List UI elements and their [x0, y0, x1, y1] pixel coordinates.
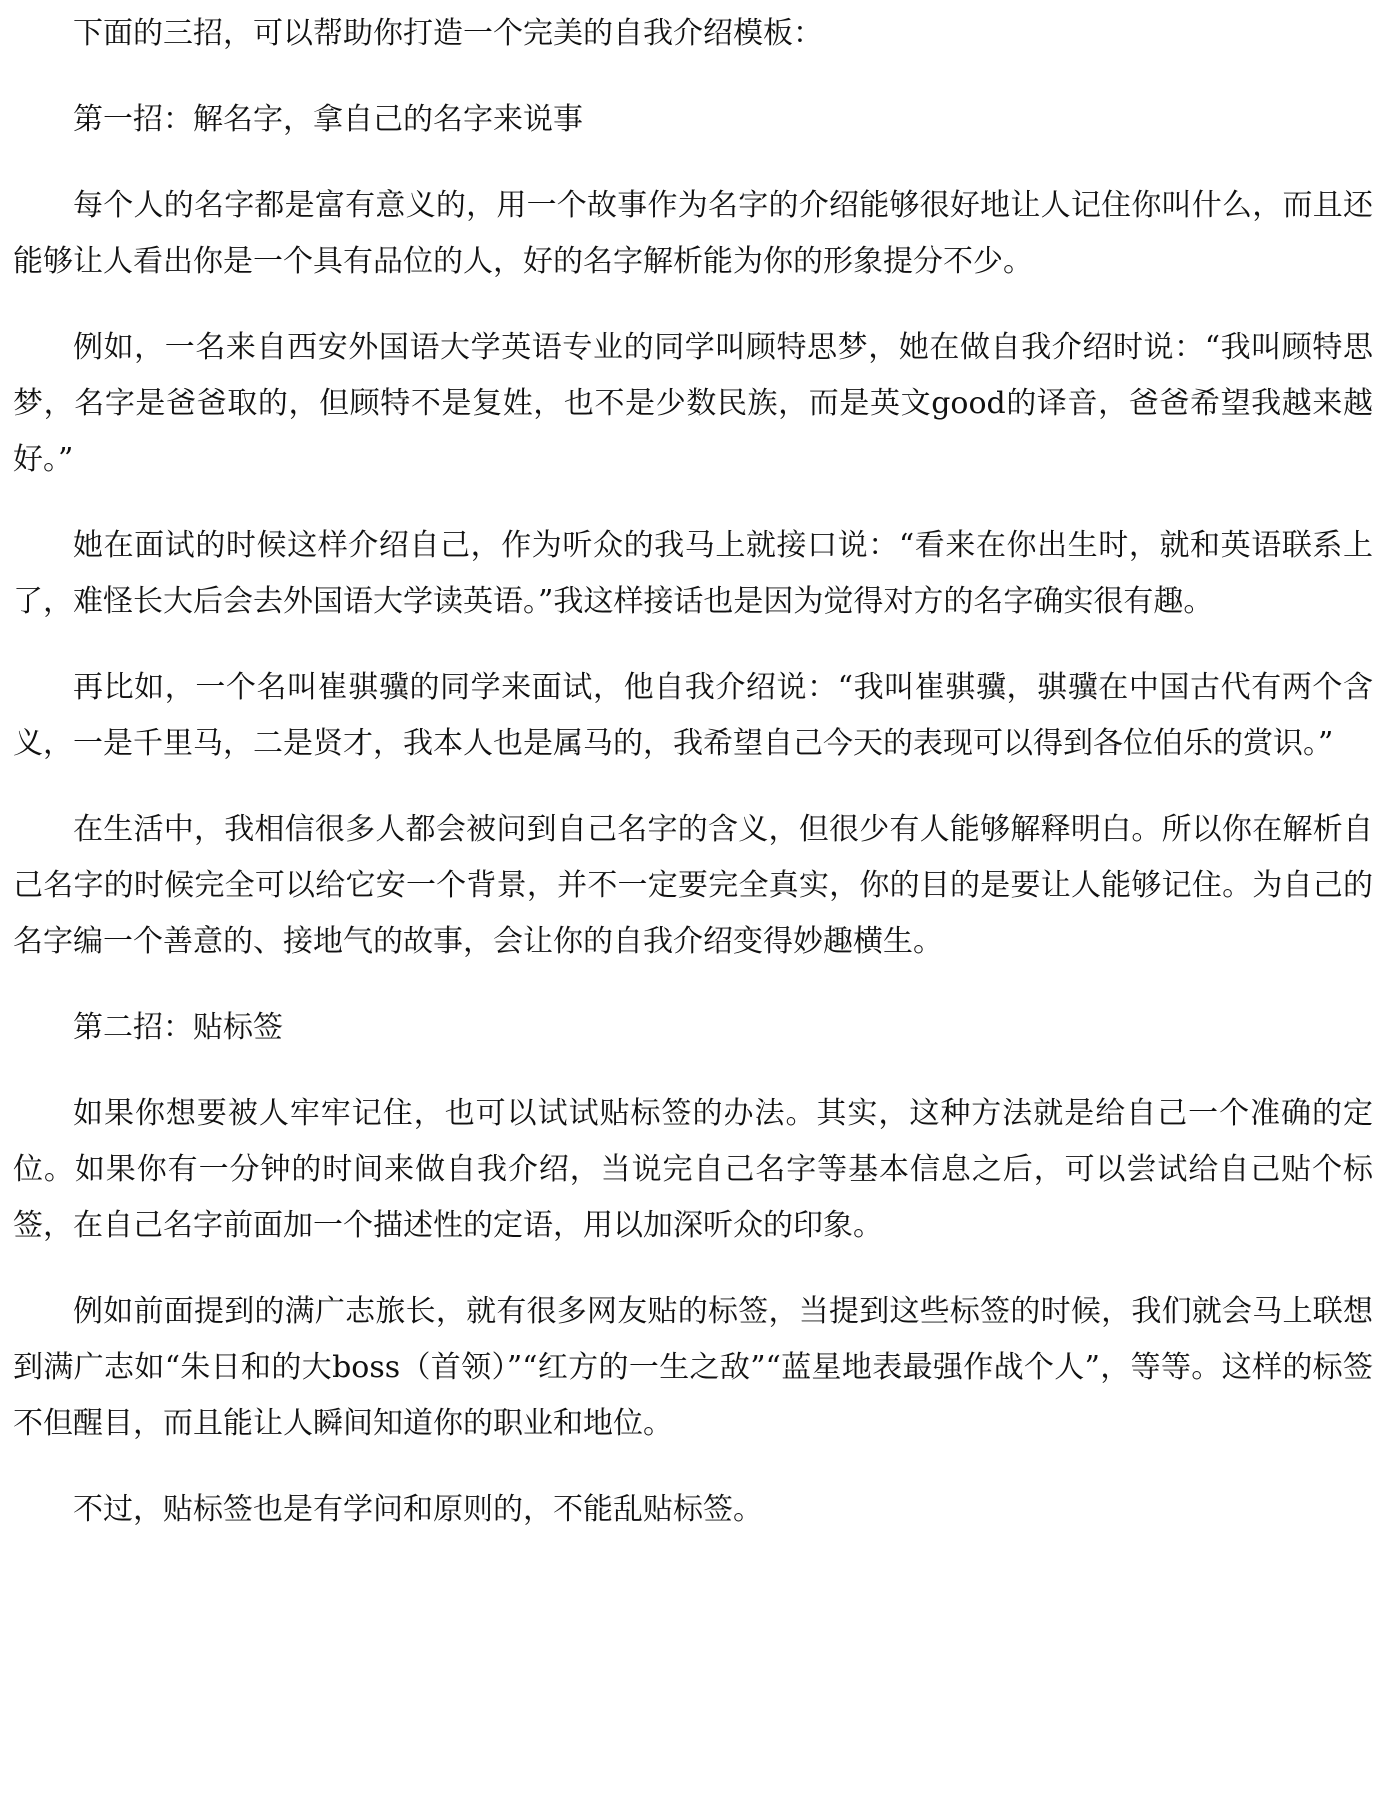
section-heading-second-tip: 第二招：贴标签	[73, 1010, 283, 1045]
body-paragraph: 每个人的名字都是富有意义的，用一个故事作为名字的介绍能够很好地让人记住你叫什么，而且还能够让人看出你是一个具有品位的人，好的名字解析能为你的形象提分不少。	[13, 188, 1373, 279]
example-paragraph: 再比如，一个名叫崔骐骥的同学来面试，他自我介绍说：“我叫崔骐骥，骐骥在中国古代有两个含义，一是千里马，二是贤才，我本人也是属马的，我希望自己今天的表现可以得到各位伯乐的赏识。”	[13, 670, 1373, 761]
closing-paragraph: 不过，贴标签也是有学问和原则的，不能乱贴标签。	[73, 1492, 763, 1527]
intro-paragraph: 下面的三招，可以帮助你打造一个完美的自我介绍模板：	[73, 16, 823, 51]
section-heading-first-tip: 第一招：解名字，拿自己的名字来说事	[73, 102, 583, 137]
body-paragraph: 她在面试的时候这样介绍自己，作为听众的我马上就接口说：“看来在你出生时，就和英语联系上了，难怪长大后会去外国语大学读英语。”我这样接话也是因为觉得对方的名字确实很有趣。	[13, 528, 1373, 619]
example-paragraph: 例如，一名来自西安外国语大学英语专业的同学叫顾特思梦，她在做自我介绍时说：“我叫顾特思梦，名字是爸爸取的，但顾特不是复姓，也不是少数民族，而是英文good的译音，爸爸希望我越来越好。”	[13, 330, 1373, 477]
body-paragraph: 在生活中，我相信很多人都会被问到自己名字的含义，但很少有人能够解释明白。所以你在解析自己名字的时候完全可以给它安一个背景，并不一定要完全真实，你的目的是要让人能够记住。为自己的名字编一个善意的、接地气的故事，会让你的自我介绍变得妙趣横生。	[13, 812, 1373, 959]
body-paragraph: 如果你想要被人牢牢记住，也可以试试贴标签的办法。其实，这种方法就是给自己一个准确的定位。如果你有一分钟的时间来做自我介绍，当说完自己名字等基本信息之后，可以尝试给自己贴个标签，在自己名字前面加一个描述性的定语，用以加深听众的印象。	[13, 1096, 1373, 1243]
example-paragraph: 例如前面提到的满广志旅长，就有很多网友贴的标签，当提到这些标签的时候，我们就会马上联想到满广志如“朱日和的大boss（首领）”“红方的一生之敌”“蓝星地表最强作战个人”，等等。这样的标签不但醒目，而且能让人瞬间知道你的职业和地位。	[13, 1294, 1373, 1441]
document-page	[13, 6, 1373, 1568]
